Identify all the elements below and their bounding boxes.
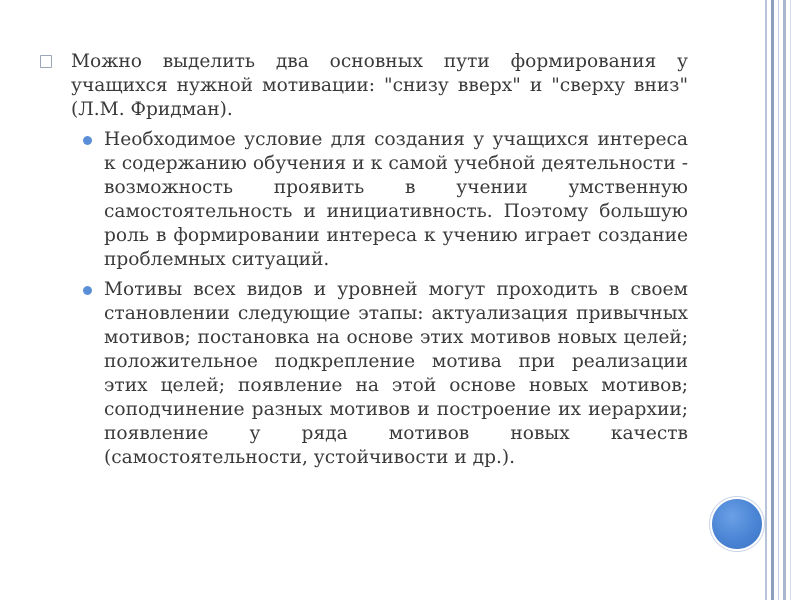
border-line (771, 0, 774, 600)
slide-content (40, 50, 688, 476)
main-bullet-text: Можно выделить два основных пути формирования у учащихся нужной мотивации: "снизу вверх" и "сверху вниз" (Л.М. Фридман). (71, 51, 688, 120)
circle-decoration-icon (712, 499, 762, 549)
dot-bullet-icon (83, 286, 92, 295)
sub-bullet-item (40, 278, 688, 470)
sub-bullet-text: Необходимое условие для создания у учащихся интереса к содержанию обучения и к самой учебной деятельности - возможность проявить в учении умственную самостоятельность и инициативность. Поэтому большую роль в формировании интереса к учению играет создание проблемных ситуаций. (104, 129, 688, 270)
border-line (765, 0, 767, 600)
sub-bullet-list (40, 128, 688, 470)
main-bullet-item (40, 50, 688, 122)
sub-bullet-item (40, 128, 688, 272)
dot-bullet-icon (83, 136, 92, 145)
square-bullet-icon (40, 55, 52, 68)
sub-bullet-text: Мотивы всех видов и уровней могут проходить в своем становлении следующие этапы: актуализация привычных мотивов; постановка на основе этих мотивов новых целей; положительное подкрепление мотива при реализации этих целей; появление на этой основе новых мотивов; соподчинение разных мотивов и построение их иерархии; появление у ряда мотивов новых качеств (самостоятельности, устойчивости и др.). (104, 279, 688, 468)
border-line (790, 0, 791, 600)
border-line (778, 0, 779, 600)
border-line (783, 0, 786, 600)
